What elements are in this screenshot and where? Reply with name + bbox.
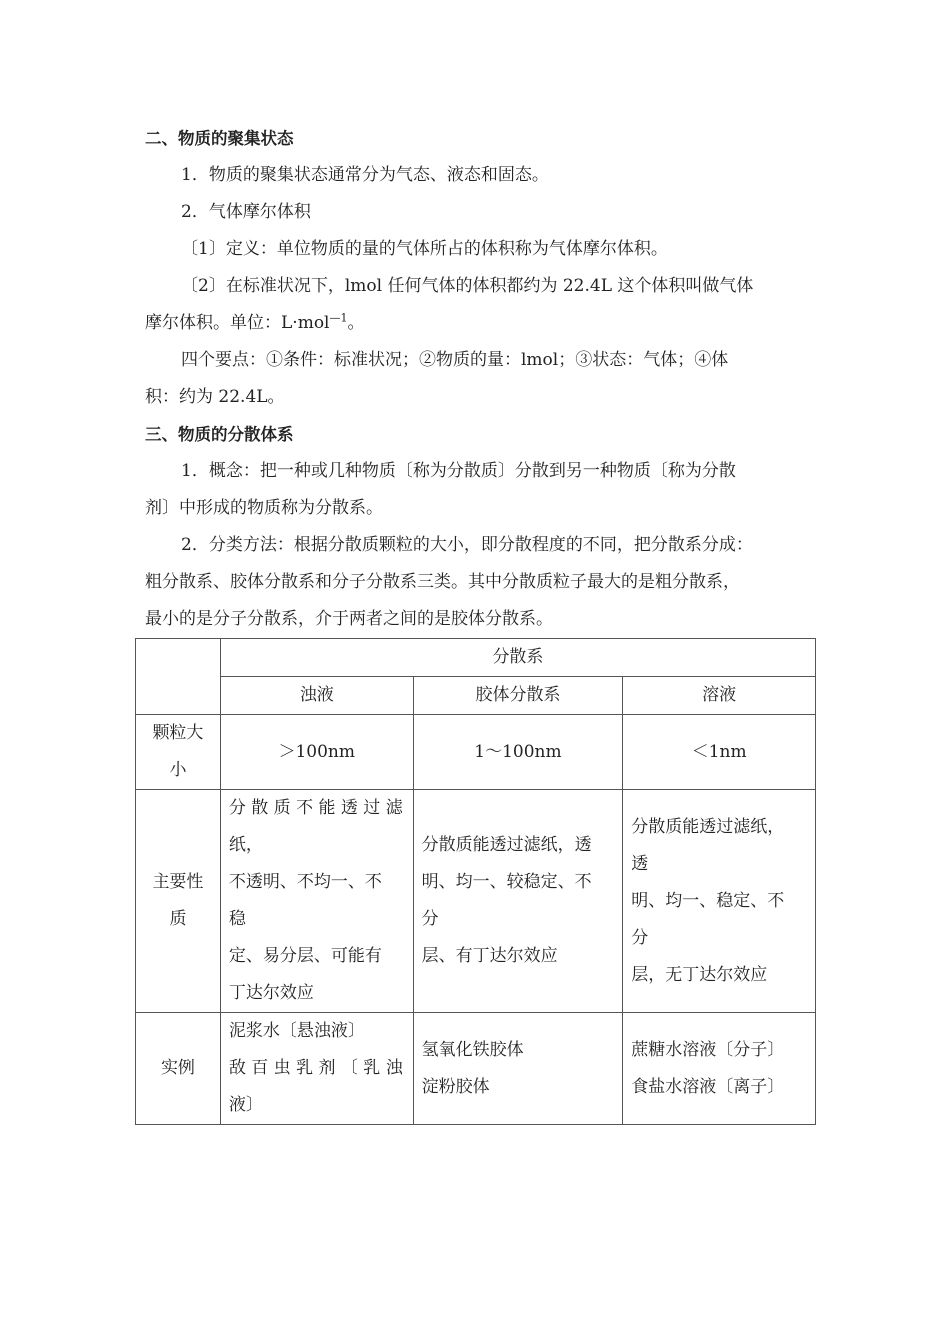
cell-line: 食盐水溶液〔离子〕: [631, 1076, 785, 1097]
column-header: 胶体分散系: [413, 677, 623, 715]
table-row: [136, 715, 816, 790]
row-label: [136, 790, 221, 1013]
table-row: [136, 1013, 816, 1125]
row-label-line: 质: [169, 909, 187, 929]
column-header: 浊液: [220, 677, 413, 715]
cell-line: 泥浆水〔悬浊液〕: [228, 1021, 365, 1041]
column-header: 溶液: [623, 677, 816, 715]
cell-line: 分: [421, 909, 439, 929]
cell-line: 氢氧化铁胶体: [421, 1039, 524, 1060]
table-cell: [413, 1013, 623, 1125]
paragraph: 2．气体摩尔体积: [181, 202, 311, 222]
cell-line: 分 散 质 不 能 透 过 滤: [228, 798, 403, 818]
cell-line: 纸，: [228, 835, 263, 855]
table-cell: [623, 790, 816, 1013]
table-header-row: [136, 639, 816, 677]
cell-line: 定、易分层、可能有: [228, 946, 382, 966]
cell-line: 明、均一、稳定、不: [631, 890, 785, 911]
paragraph-line: 最小的是分子分散系，介于两者之间的是胶体分散系。: [145, 609, 553, 629]
table-header-row: [136, 677, 816, 715]
paragraph-line: 四个要点：①条件：标准状况；②物质的量：lmol；③状态：气体；④体: [181, 350, 729, 370]
cell-line: 稳: [228, 909, 246, 929]
table-cell: [220, 790, 413, 1013]
dispersion-system-table: [135, 638, 816, 1125]
cell-line: 分散质能透过滤纸，透: [421, 835, 592, 855]
paragraph-line: 积：约为 22.4L。: [145, 387, 285, 407]
cell-line: 蔗糖水溶液〔分子〕: [631, 1039, 785, 1060]
cell-line: 透: [631, 853, 649, 874]
table-cell: 1～100nm: [413, 715, 623, 790]
row-label: 实例: [136, 1013, 221, 1125]
table-group-header: 分散系: [220, 639, 815, 677]
paragraph: 〔1〕定义：单位物质的量的气体所占的体积称为气体摩尔体积。: [181, 239, 668, 259]
text-run: 。: [347, 313, 365, 333]
table-corner-cell: [136, 639, 221, 715]
document-body: [145, 120, 817, 638]
row-label-line: 主要性: [152, 872, 204, 892]
table-cell: ＞100nm: [220, 715, 413, 790]
table-cell: ＜1nm: [623, 715, 816, 790]
paragraph-line: 〔2〕在标准状况下，lmol 任何气体的体积都约为 22.4L 这个体积叫做气体: [181, 276, 754, 296]
cell-line: 淀粉胶体: [421, 1076, 490, 1097]
row-label: [136, 715, 221, 790]
table-row: [136, 790, 816, 1013]
paragraph-line: [145, 305, 817, 342]
cell-line: 层，无丁达尔效应: [631, 964, 768, 985]
cell-line: 明、均一、较稳定、不: [421, 872, 592, 892]
section-heading-dispersion-system: 三、物质的分散体系: [145, 425, 294, 444]
paragraph: 1．物质的聚集状态通常分为气态、液态和固态。: [181, 165, 549, 185]
text-run: 摩尔体积。单位：L·mol: [145, 313, 330, 333]
paragraph-line: 2．分类方法：根据分散质颗粒的大小，即分散程度的不同，把分散系分成：: [181, 535, 753, 555]
paragraph-line: 粗分散系、胶体分散系和分子分散系三类。其中分散质粒子最大的是粗分散系，: [145, 572, 740, 592]
cell-line: 分散质能透过滤纸，: [631, 816, 785, 837]
section-heading-aggregation-state: 二、物质的聚集状态: [145, 129, 294, 148]
cell-line: 液〕: [228, 1095, 263, 1115]
cell-line: 不透明、不均一、不: [228, 872, 382, 892]
cell-line: 丁达尔效应: [228, 983, 314, 1003]
table-cell: [623, 1013, 816, 1125]
paragraph-line: 剂〕中形成的物质称为分散系。: [145, 498, 383, 518]
row-label-line: 颗粒大: [152, 723, 204, 743]
paragraph-line: 1．概念：把一种或几种物质〔称为分散质〕分散到另一种物质〔称为分散: [181, 461, 736, 481]
superscript: —1: [329, 311, 348, 325]
cell-line: 分: [631, 927, 649, 948]
cell-line: 敌 百 虫 乳 剂 〔 乳 浊: [228, 1058, 403, 1078]
table-cell: [413, 790, 623, 1013]
cell-line: 层、有丁达尔效应: [421, 946, 558, 966]
row-label-line: 小: [169, 760, 187, 780]
table-cell: [220, 1013, 413, 1125]
